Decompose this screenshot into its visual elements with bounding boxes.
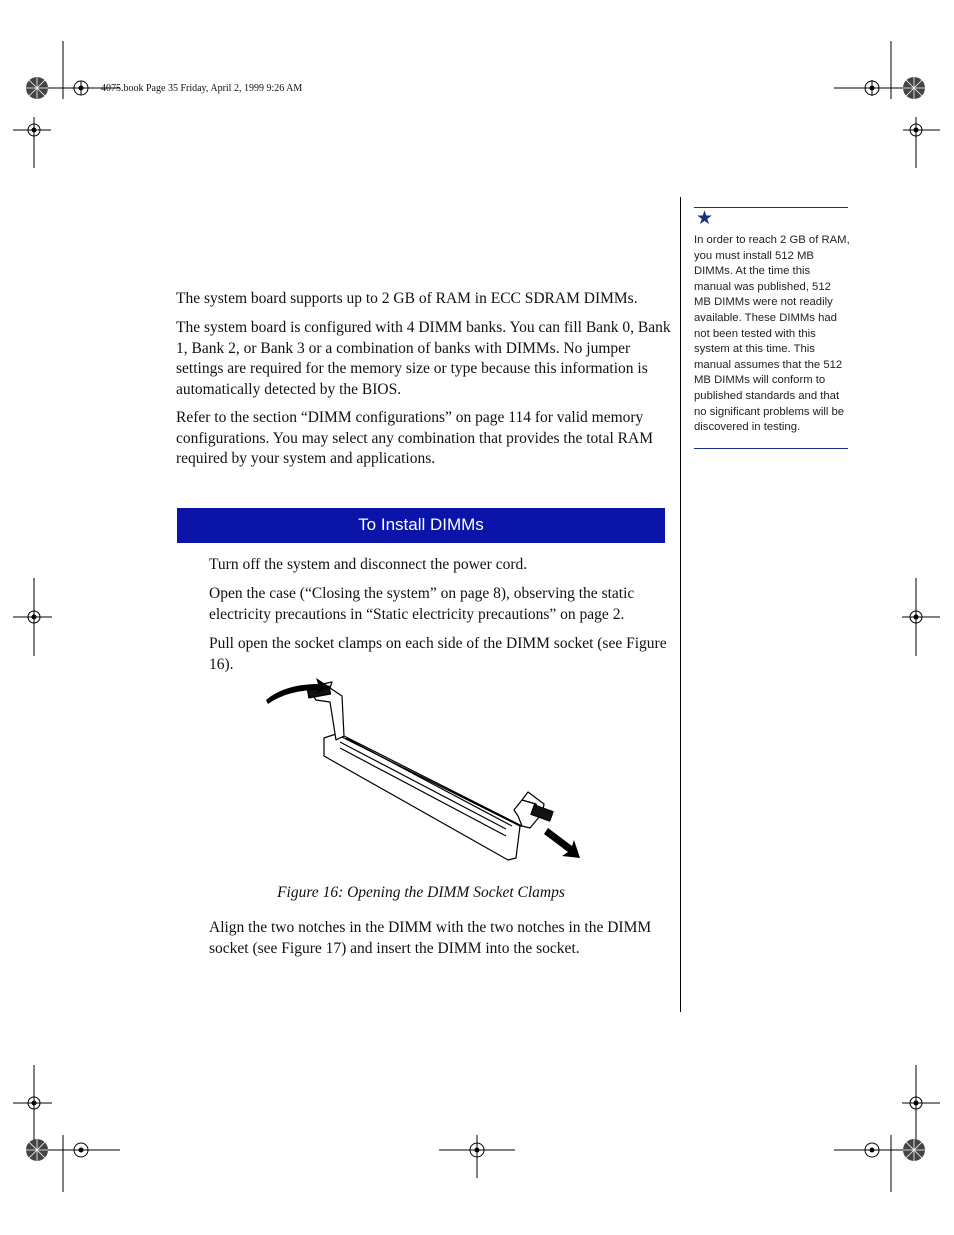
step-4: Align the two notches in the DIMM with the two notches in the DIMM socket (see Figure 17) and insert the DIMM into the socket. [209,919,652,957]
procedure-heading: To Install DIMMs [177,508,665,543]
star-icon: ★ [696,208,714,229]
sidebar-top-rule [694,207,848,208]
step-3: Pull open the socket clamps on each side of the DIMM socket (see Figure 16). [209,635,667,673]
sidebar-bottom-rule [694,448,848,449]
dimm-socket-illustration [260,676,590,866]
configurations-paragraph: Refer to the section “DIMM configurations” on page 114 for valid memory configurations. You may select any combination that provides the total RAM required by your system and applications. [176,409,653,467]
sidebar-note: In order to reach 2 GB of RAM, you must install 512 MB DIMMs. At the time this manual was published, 512 MB DIMMs were not readily available. These DIMMs had not been tested with this system at this time. This manual assumes that the 512 MB DIMMs will conform to published standards and that no significant problems will be discovered in testing. [694,234,850,434]
figure-caption: Figure 16: Opening the DIMM Socket Clamps [277,884,565,901]
running-head: 4075.book Page 35 Friday, April 2, 1999 9:26 AM [101,83,303,94]
step-1: Turn off the system and disconnect the power cord. [209,556,528,573]
dimm-banks-paragraph: The system board is configured with 4 DIMM banks. You can fill Bank 0, Bank 1, Bank 2, or Bank 3 or a combination of banks with DIMMs. No jumper settings are required for the memory size or type because this information is automatically detected by the BIOS. [176,319,671,398]
intro-paragraph: The system board supports up to 2 GB of RAM in ECC SDRAM DIMMs. [176,290,638,307]
step-2: Open the case (“Closing the system” on page 8), observing the static electricity precautions in “Static electricity precautions” on page 2. [209,585,635,623]
column-divider [680,197,681,1012]
